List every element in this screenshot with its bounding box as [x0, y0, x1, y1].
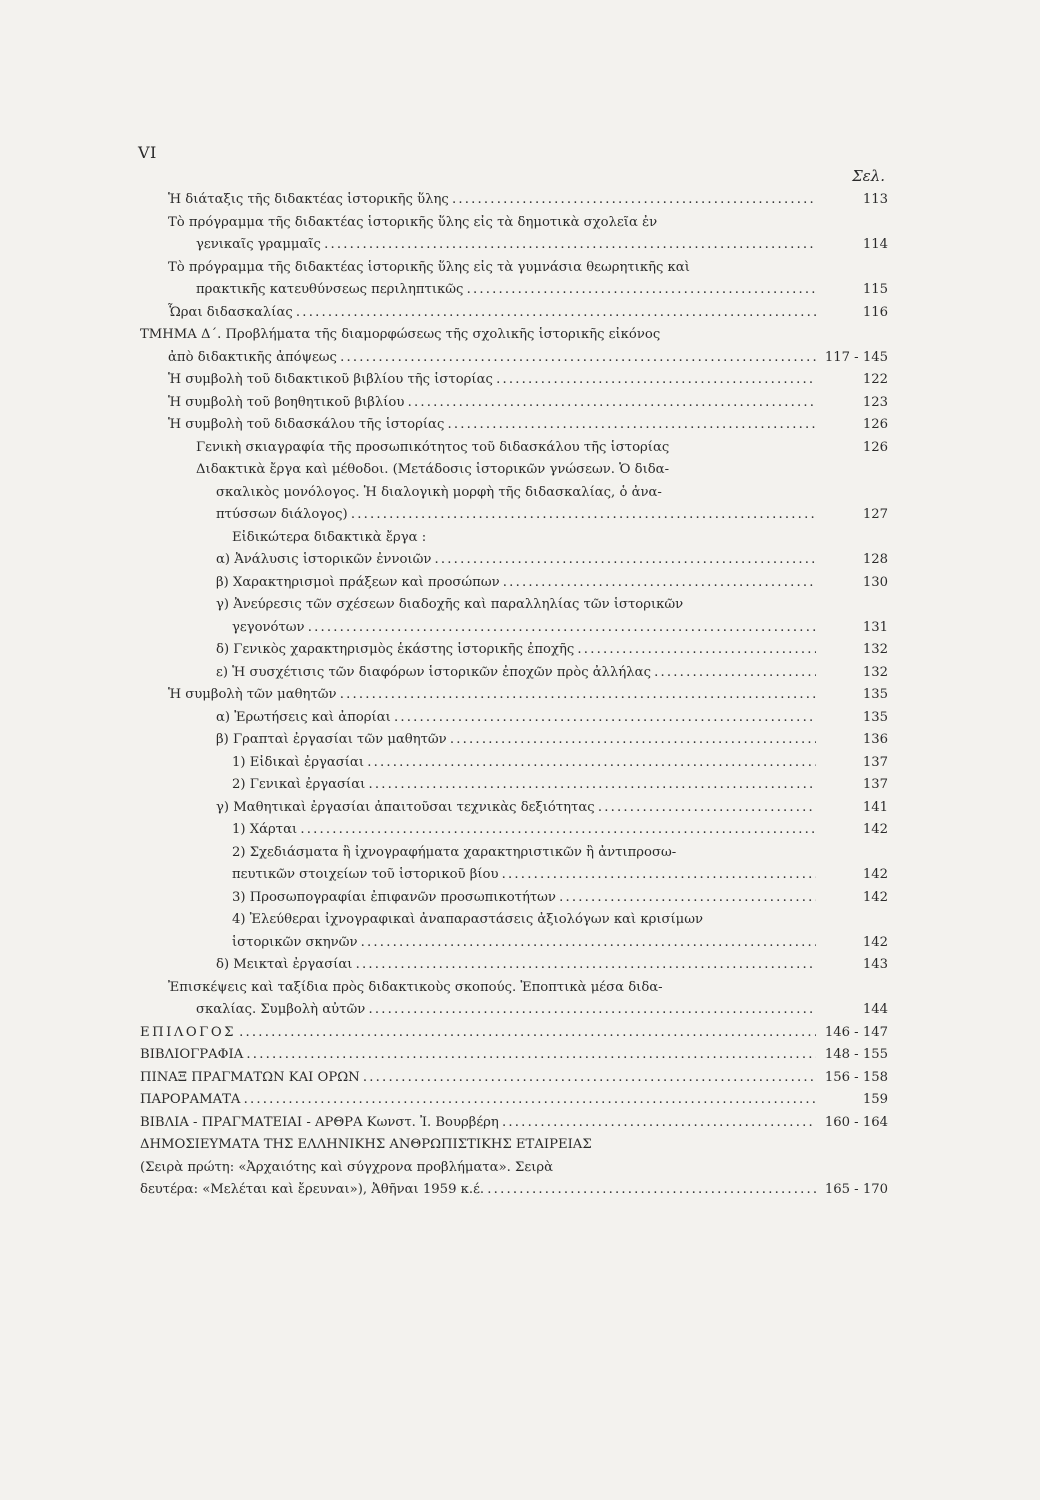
toc-entry — [140, 572, 888, 595]
toc-entry — [140, 189, 888, 212]
toc-entry-page: 132 — [862, 642, 888, 657]
toc-entry — [140, 1134, 888, 1157]
toc-entry-title: πρακτικῆς κατευθύνσεως περιληπτικῶς . . . — [196, 279, 816, 302]
toc-entry-title: δ) Γενικὸς χαρακτηρισμὸς ἑκάστης ἱστορικῆς ἐποχῆς . . . — [216, 639, 816, 662]
toc-entry-title: 1) Χάρται . . . — [232, 819, 816, 842]
page-number: VI — [138, 143, 157, 162]
toc-entry-title: α) Ἐρωτήσεις καὶ ἀπορίαι . . . — [216, 707, 816, 730]
toc-entry-title: Τὸ πρόγραμμα τῆς διδακτέας ἱστορικῆς ὕλης εἰς τὰ γυμνάσια θεωρητικῆς καὶ — [168, 259, 690, 275]
toc-entry-page: 123 — [862, 394, 888, 410]
toc-entry-title: ε) Ἡ συσχέτισις τῶν διαφόρων ἱστορικῶν ἐποχῶν πρὸς ἀλλήλας . . . — [216, 662, 816, 685]
toc-entry-title: Εἰδικώτερα διδακτικὰ ἔργα : — [232, 529, 427, 545]
toc-entry-page: 160 - 164 — [824, 1114, 888, 1130]
toc-entry — [140, 662, 888, 685]
toc-entry — [140, 617, 888, 640]
toc-entry-title: δευτέρα: «Μελέται καὶ ἔρευναι»), Ἀθῆναι 1959 κ.έ. . . . — [140, 1179, 816, 1202]
toc-entry-page: 128 — [862, 552, 888, 567]
toc-entry-title: Γενικὴ σκιαγραφία τῆς προσωπικότητος τοῦ διδασκάλου τῆς ἱστορίας — [196, 439, 670, 455]
toc-entry-title: σκαλίας. Συμβολὴ αὐτῶν . . . — [196, 999, 816, 1022]
toc-entry-title: β) Χαρακτηρισμοὶ πράξεων καὶ προσώπων . . . — [216, 572, 816, 595]
toc-entry — [140, 932, 888, 955]
toc-entry-page: 148 - 155 — [824, 1047, 888, 1062]
toc-entry-title: ΒΙΒΛΙΟΓΡΑΦΙΑ . . . — [140, 1044, 816, 1067]
toc-entry — [140, 752, 888, 775]
toc-entry-page: 143 — [862, 957, 888, 972]
toc-entry — [140, 369, 888, 392]
toc-entry-page: 113 — [862, 192, 888, 207]
toc-entry-page: 135 — [862, 687, 888, 702]
toc-entry — [140, 459, 888, 482]
toc-entry-title: (Σειρὰ πρώτη: «Ἀρχαιότης καὶ σύγχρονα προβλήματα». Σειρὰ — [140, 1159, 554, 1175]
toc-entry — [140, 594, 888, 617]
toc-entry-page: 144 — [862, 1002, 888, 1017]
toc-entry-title: σκαλικὸς μονόλογος. Ἡ διαλογικὴ μορφὴ τῆς διδασκαλίας, ὁ ἀνα- — [216, 484, 662, 500]
toc-entry — [140, 1044, 888, 1067]
toc-entry-title: ΕΠΙΛΟΓΟΣ . . . — [140, 1022, 816, 1045]
toc-entry — [140, 909, 888, 932]
toc-entry — [140, 797, 888, 820]
toc-entry-title: ἀπὸ διδακτικῆς ἀπόψεως . . . — [168, 347, 816, 370]
toc-entry-title: ΤΜΗΜΑ Δ΄. Προβλήματα τῆς διαμορφώσεως τῆς σχολικῆς ἱστορικῆς εἰκόνος — [140, 327, 661, 342]
toc-entry-page: 165 - 170 — [824, 1182, 888, 1197]
toc-entry-title: ΒΙΒΛΙΑ - ΠΡΑΓΜΑΤΕΙΑΙ - ΑΡΘΡΑ Κωνστ. Ἰ. Βουρβέρη . . . — [140, 1112, 816, 1135]
toc-entry — [140, 774, 888, 797]
toc-entry-title: γ) Μαθητικαὶ ἐργασίαι ἀπαιτοῦσαι τεχνικὰς δεξιότητας . . . — [216, 797, 816, 820]
toc-entry-title: πευτικῶν στοιχείων τοῦ ἱστορικοῦ βίου . . . — [232, 864, 816, 887]
toc-entry-page: 137 — [862, 777, 888, 792]
toc-entry — [140, 864, 888, 887]
toc-entry — [140, 887, 888, 910]
toc-entry-page: 126 — [862, 417, 888, 432]
page-column-header: Σελ. — [852, 167, 885, 185]
toc-entry — [140, 257, 888, 280]
toc-entry — [140, 684, 888, 707]
toc-entry-title: ΠΙΝΑΞ ΠΡΑΓΜΑΤΩΝ ΚΑΙ ΟΡΩΝ . . . — [140, 1067, 816, 1090]
toc-entry-title: πτύσσων διάλογος) . . . — [216, 504, 816, 527]
toc-entry-title: γενικαῖς γραμμαῖς . . . — [196, 234, 816, 257]
toc-entry-title: Ἡ συμβολὴ τοῦ βοηθητικοῦ βιβλίου . . . — [168, 392, 816, 415]
toc-entry-title: Ἡ συμβολὴ τοῦ διδασκάλου τῆς ἱστορίας . . . — [168, 414, 816, 437]
toc-entry-title: Ἡ συμβολὴ τοῦ διδακτικοῦ βιβλίου τῆς ἱστορίας . . . — [168, 369, 816, 392]
toc-entry — [140, 819, 888, 842]
toc-entry — [140, 1112, 888, 1135]
toc-entry — [140, 504, 888, 527]
toc-entry-title: Ἐπισκέψεις καὶ ταξίδια πρὸς διδακτικοὺς σκοπούς. Ἐποπτικὰ μέσα διδα- — [168, 979, 663, 995]
toc-entry — [140, 324, 888, 347]
toc-entry — [140, 1157, 888, 1180]
toc-entry — [140, 347, 888, 370]
toc-entry-title: 2) Γενικαὶ ἐργασίαι . . . — [232, 774, 816, 797]
toc-entry-title: 3) Προσωπογραφίαι ἐπιφανῶν προσωπικοτήτων . . . — [232, 887, 816, 910]
toc-entry-title: δ) Μεικταὶ ἐργασίαι . . . — [216, 954, 816, 977]
toc-entry — [140, 302, 888, 325]
toc-entry-page: 115 — [862, 282, 888, 297]
toc-entry-page: 135 — [862, 709, 888, 725]
toc-entry-page: 132 — [862, 664, 888, 680]
toc-entry — [140, 729, 888, 752]
toc-entry — [140, 392, 888, 415]
toc-entry-page: 137 — [862, 754, 888, 770]
toc-entry-page: 136 — [862, 732, 888, 747]
toc-entry-title: 4) Ἐλεύθεραι ἰχνογραφικαὶ ἀναπαραστάσεις ἀξιολόγων καὶ κρισίμων — [232, 912, 704, 927]
toc-entry-title: Ἡ διάταξις τῆς διδακτέας ἱστορικῆς ὕλης . . . — [168, 189, 816, 212]
toc-entry-title: ΠΑΡΟΡΑΜΑΤΑ . . . — [140, 1089, 816, 1112]
toc-entry-page: 142 — [862, 822, 888, 837]
toc-entry-page: 142 — [862, 889, 888, 905]
toc-entry — [140, 482, 888, 505]
toc-entry-page: 142 — [862, 867, 888, 882]
toc-entry — [140, 977, 888, 1000]
toc-entry-page: 156 - 158 — [824, 1069, 888, 1085]
toc-entry — [140, 279, 888, 302]
toc-entry — [140, 707, 888, 730]
toc-entry-page: 131 — [862, 619, 888, 635]
toc-entry — [140, 999, 888, 1022]
toc-entry — [140, 437, 888, 460]
toc-entry — [140, 954, 888, 977]
toc-entry-title: ἱστορικῶν σκηνῶν . . . — [232, 932, 816, 955]
toc-entry-page: 142 — [862, 934, 888, 950]
toc-entry-page: 141 — [862, 799, 888, 815]
toc-entry — [140, 1179, 888, 1202]
toc-entry — [140, 842, 888, 865]
toc-entry — [140, 212, 888, 235]
toc-entry-title: 2) Σχεδιάσματα ἢ ἰχνογραφήματα χαρακτηριστικῶν ἢ ἀντιπροσω- — [232, 844, 677, 860]
toc-entry — [140, 234, 888, 257]
toc-entry-page: 126 — [862, 439, 888, 455]
toc-entry-page: 122 — [862, 372, 888, 387]
toc-entry-page: 159 — [862, 1092, 888, 1107]
toc-entry-page: 114 — [862, 237, 888, 252]
toc-entry-page: 127 — [862, 507, 888, 522]
toc-entry — [140, 414, 888, 437]
toc-entry — [140, 527, 888, 550]
toc-entry-page: 116 — [862, 304, 888, 320]
table-of-contents — [140, 189, 888, 1202]
toc-entry-page: 146 - 147 — [824, 1024, 888, 1040]
toc-entry-title: γ) Ἀνεύρεσις τῶν σχέσεων διαδοχῆς καὶ παραλληλίας τῶν ἱστορικῶν — [216, 597, 684, 612]
toc-entry-title: Διδακτικὰ ἔργα καὶ μέθοδοι. (Μετάδοσις ἱστορικῶν γνώσεων. Ὁ διδα- — [196, 462, 670, 477]
toc-entry-title: Τὸ πρόγραμμα τῆς διδακτέας ἱστορικῆς ὕλης εἰς τὰ δημοτικὰ σχολεῖα ἐν — [168, 214, 658, 230]
toc-entry-title: Ἡ συμβολὴ τῶν μαθητῶν . . . — [168, 684, 816, 707]
toc-entry-page: 130 — [862, 574, 888, 590]
toc-entry — [140, 639, 888, 662]
toc-entry-title: γεγονότων . . . — [232, 617, 816, 640]
toc-entry — [140, 549, 888, 572]
toc-entry-title: ΔΗΜΟΣΙΕΥΜΑΤΑ ΤΗΣ ΕΛΛΗΝΙΚΗΣ ΑΝΘΡΩΠΙΣΤΙΚΗΣ ΕΤΑΙΡΕΙΑΣ — [140, 1137, 592, 1152]
toc-entry — [140, 1089, 888, 1112]
toc-entry-page: 117 - 145 — [824, 349, 888, 365]
toc-entry — [140, 1067, 888, 1090]
toc-entry-title: β) Γραπταὶ ἐργασίαι τῶν μαθητῶν . . . — [216, 729, 816, 752]
toc-entry-title: α) Ἀνάλυσις ἱστορικῶν ἐννοιῶν . . . — [216, 549, 816, 572]
toc-entry-title: Ὧραι διδασκαλίας . . . — [168, 302, 816, 325]
toc-entry — [140, 1022, 888, 1045]
toc-entry-title: 1) Εἰδικαὶ ἐργασίαι . . . — [232, 752, 816, 775]
